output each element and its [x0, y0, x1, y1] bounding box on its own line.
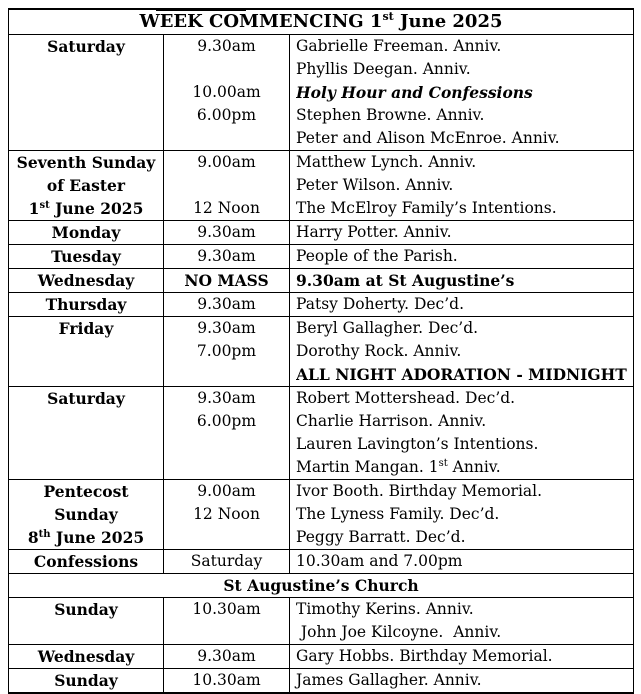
intention-cell: Ivor Booth. Birthday Memorial. The Lyness Family. Dec’d. Peggy Barratt. Dec’d. — [290, 480, 634, 550]
newsletter-sheet — [8, 8, 633, 694]
intention-cell: Gabrielle Freeman. Anniv. Phyllis Deegan. Anniv. Holy Hour and Confessions Stephen Browne. Anniv. Peter and Alison McEnroe. Anniv. — [290, 35, 634, 151]
intention-cell: Timothy Kerins. Anniv. John Joe Kilcoyne. Anniv. — [290, 598, 634, 645]
intention-cell: People of the Parish. — [290, 245, 634, 269]
time-cell: 9.30am — [164, 245, 290, 269]
day-label: Friday — [9, 317, 164, 387]
day-label: Thursday — [9, 293, 164, 317]
time-cell: Saturday — [164, 550, 290, 574]
time-cell: 9.30am — [164, 221, 290, 245]
intention-cell: Harry Potter. Anniv. — [290, 221, 634, 245]
day-label: Wednesday — [9, 269, 164, 293]
time-cell: 9.30am — [164, 645, 290, 669]
schedule-row-saturday — [9, 35, 634, 151]
day-label: Tuesday — [9, 245, 164, 269]
mass-schedule-table — [8, 8, 634, 694]
title-row — [9, 9, 634, 35]
intention-cell: Beryl Gallagher. Dec’d. Dorothy Rock. Anniv. ALL NIGHT ADORATION - MIDNIGHT — [290, 317, 634, 387]
schedule-row-confessions — [9, 550, 634, 574]
day-label: Saturday — [9, 387, 164, 480]
schedule-row-thursday — [9, 293, 634, 317]
day-label: Monday — [9, 221, 164, 245]
intention-cell: Matthew Lynch. Anniv. Peter Wilson. Anniv. The McElroy Family’s Intentions. — [290, 151, 634, 221]
schedule-row-friday — [9, 317, 634, 387]
augustine-row-sunday-2 — [9, 669, 634, 694]
schedule-row-wednesday — [9, 269, 634, 293]
augustine-row-sunday — [9, 598, 634, 645]
time-cell: 9.30am 10.00am 6.00pm — [164, 35, 290, 151]
day-label: Pentecost Sunday 8th June 2025 — [9, 480, 164, 550]
time-cell: 10.30am — [164, 669, 290, 694]
day-label: Seventh Sunday of Easter 1st June 2025 — [9, 151, 164, 221]
schedule-row-pentecost — [9, 480, 634, 550]
section-header-row — [9, 574, 634, 598]
schedule-row-tuesday — [9, 245, 634, 269]
intention-cell: 10.30am and 7.00pm — [290, 550, 634, 574]
schedule-row-saturday-2 — [9, 387, 634, 480]
day-label: Sunday — [9, 598, 164, 645]
intention-cell: Patsy Doherty. Dec’d. — [290, 293, 634, 317]
time-cell: 9.30am — [164, 293, 290, 317]
intention-cell: Robert Mottershead. Dec’d. Charlie Harrison. Anniv. Lauren Lavington’s Intentions. Martin Mangan. 1st Anniv. — [290, 387, 634, 480]
time-cell: 10.30am — [164, 598, 290, 645]
schedule-row-monday — [9, 221, 634, 245]
intention-cell: James Gallagher. Anniv. — [290, 669, 634, 694]
time-cell: 9.00am 12 Noon — [164, 480, 290, 550]
schedule-row-seventh-sunday — [9, 151, 634, 221]
section-heading: St Augustine’s Church — [9, 574, 634, 598]
time-cell: 9.30am 7.00pm — [164, 317, 290, 387]
day-label: Wednesday — [9, 645, 164, 669]
decorative-rule — [156, 10, 246, 11]
intention-cell: 9.30am at St Augustine’s — [290, 269, 634, 293]
intention-cell: Gary Hobbs. Birthday Memorial. — [290, 645, 634, 669]
augustine-row-wednesday — [9, 645, 634, 669]
time-cell: 9.30am 6.00pm — [164, 387, 290, 480]
day-label: Saturday — [9, 35, 164, 151]
time-cell: NO MASS — [164, 269, 290, 293]
day-label: Confessions — [9, 550, 164, 574]
time-cell: 9.00am 12 Noon — [164, 151, 290, 221]
page-title: WEEK COMMENCING 1st June 2025 — [9, 9, 634, 35]
day-label: Sunday — [9, 669, 164, 694]
